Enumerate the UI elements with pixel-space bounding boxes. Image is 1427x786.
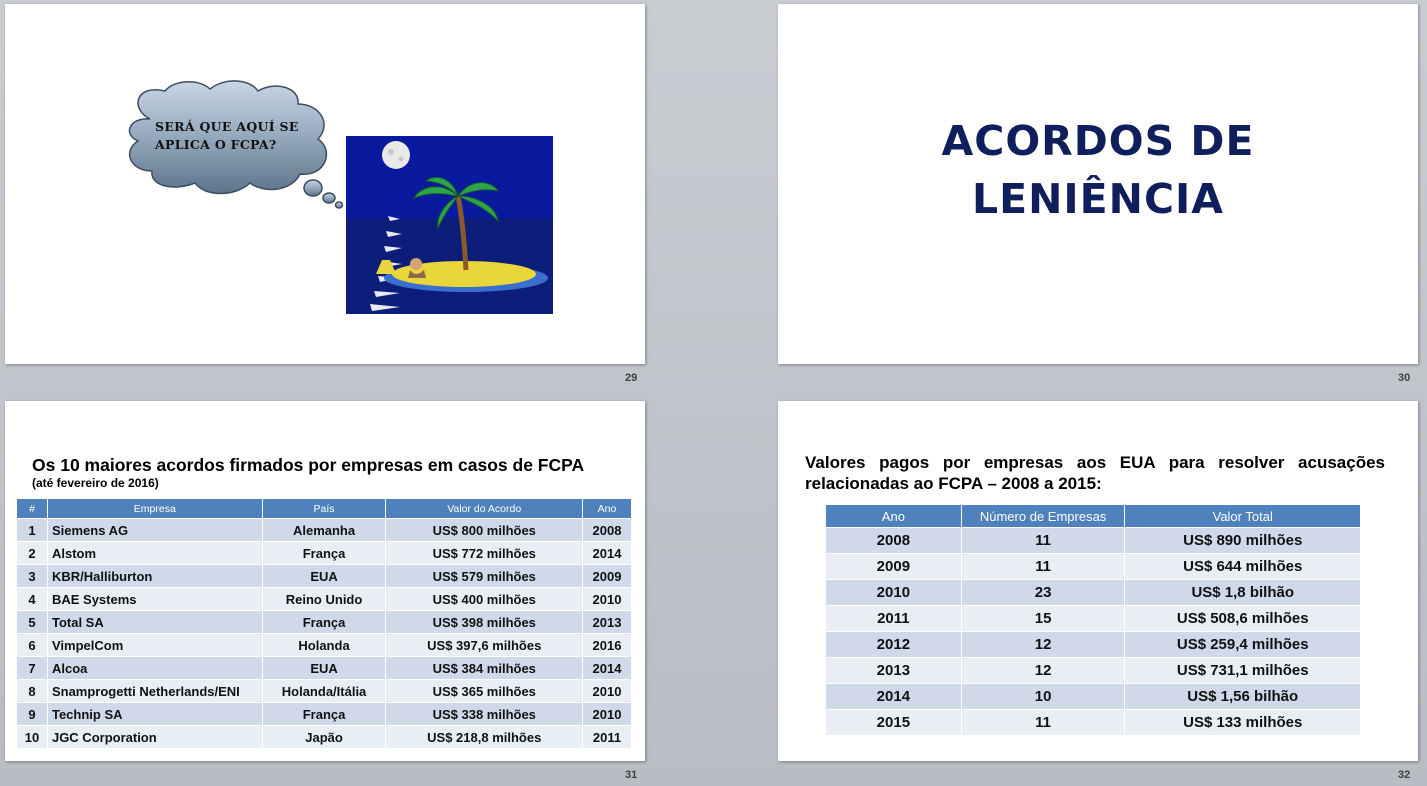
table-row bbox=[826, 606, 1361, 632]
table-row bbox=[826, 528, 1361, 554]
slide-number-29: 29 bbox=[625, 372, 638, 384]
table-row bbox=[826, 658, 1361, 684]
table-cell: US$ 508,6 milhões bbox=[1125, 606, 1361, 632]
column-header: País bbox=[262, 499, 386, 519]
table-row bbox=[17, 611, 632, 634]
table-row bbox=[17, 565, 632, 588]
table-row bbox=[17, 680, 632, 703]
fcpa-yearly-table bbox=[825, 504, 1361, 736]
table-cell: França bbox=[262, 611, 386, 634]
table-cell: 2010 bbox=[583, 680, 632, 703]
table-cell: 2008 bbox=[826, 528, 962, 554]
thought-bubble-text bbox=[155, 118, 315, 154]
table-cell: US$ 398 milhões bbox=[386, 611, 583, 634]
column-header: Empresa bbox=[47, 499, 262, 519]
table-row bbox=[17, 657, 632, 680]
table-cell: 3 bbox=[17, 565, 48, 588]
slide-30-thumbnail[interactable] bbox=[778, 4, 1418, 364]
table-cell: EUA bbox=[262, 565, 386, 588]
table-cell: 2008 bbox=[583, 519, 632, 542]
table-cell: US$ 890 milhões bbox=[1125, 528, 1361, 554]
fcpa-top10-table bbox=[16, 498, 632, 749]
table-row bbox=[826, 554, 1361, 580]
table-row bbox=[17, 634, 632, 657]
table-cell: JGC Corporation bbox=[47, 726, 262, 749]
table-cell: 2 bbox=[17, 542, 48, 565]
table-cell: US$ 218,8 milhões bbox=[386, 726, 583, 749]
table-cell: US$ 800 milhões bbox=[386, 519, 583, 542]
slide-number-30: 30 bbox=[1398, 372, 1411, 384]
column-header: # bbox=[17, 499, 48, 519]
column-header: Ano bbox=[826, 505, 962, 528]
table-cell: 2009 bbox=[826, 554, 962, 580]
slide-title: Os 10 maiores acordos firmados por empresas em casos de FCPA bbox=[32, 455, 585, 475]
table-cell: 2010 bbox=[826, 580, 962, 606]
column-header: Valor Total bbox=[1125, 505, 1361, 528]
table-cell: 4 bbox=[17, 588, 48, 611]
column-header: Valor do Acordo bbox=[386, 499, 583, 519]
table-cell: 23 bbox=[961, 580, 1125, 606]
table-cell: 2013 bbox=[826, 658, 962, 684]
table-cell: Japão bbox=[262, 726, 386, 749]
table-cell: Alemanha bbox=[262, 519, 386, 542]
table-cell: 2010 bbox=[583, 703, 632, 726]
table-cell: 10 bbox=[17, 726, 48, 749]
table-cell: 2016 bbox=[583, 634, 632, 657]
table-cell: 8 bbox=[17, 680, 48, 703]
table-cell: 12 bbox=[961, 658, 1125, 684]
table-cell: Technip SA bbox=[47, 703, 262, 726]
table-cell: 11 bbox=[961, 554, 1125, 580]
table-cell: 2014 bbox=[583, 542, 632, 565]
table-row bbox=[826, 710, 1361, 736]
table-cell: 9 bbox=[17, 703, 48, 726]
title-line-1: ACORDOS DE bbox=[941, 117, 1255, 165]
slide-title: Valores pagos por empresas aos EUA para resolver acusações relacionadas ao FCPA – 2008 a 2015: bbox=[805, 453, 1385, 493]
table-cell: US$ 365 milhões bbox=[386, 680, 583, 703]
table-cell: US$ 338 milhões bbox=[386, 703, 583, 726]
table-cell: US$ 772 milhões bbox=[386, 542, 583, 565]
title-line-2: LENIÊNCIA bbox=[971, 175, 1225, 223]
table-cell: Alcoa bbox=[47, 657, 262, 680]
table-cell: US$ 644 milhões bbox=[1125, 554, 1361, 580]
table-cell: Reino Unido bbox=[262, 588, 386, 611]
table-cell: 11 bbox=[961, 710, 1125, 736]
table-cell: Total SA bbox=[47, 611, 262, 634]
table-cell: EUA bbox=[262, 657, 386, 680]
table-row bbox=[17, 703, 632, 726]
table-cell: 2009 bbox=[583, 565, 632, 588]
table-cell: Holanda/Itália bbox=[262, 680, 386, 703]
table-cell: US$ 1,8 bilhão bbox=[1125, 580, 1361, 606]
table-cell: França bbox=[262, 542, 386, 565]
table-cell: BAE Systems bbox=[47, 588, 262, 611]
table-cell: 2011 bbox=[583, 726, 632, 749]
column-header: Número de Empresas bbox=[961, 505, 1125, 528]
table-cell: 2010 bbox=[583, 588, 632, 611]
table-cell: VimpelCom bbox=[47, 634, 262, 657]
column-header: Ano bbox=[583, 499, 632, 519]
table-row bbox=[826, 632, 1361, 658]
table-cell: US$ 384 milhões bbox=[386, 657, 583, 680]
slide-32-thumbnail[interactable] bbox=[778, 401, 1418, 761]
slide-29-thumbnail[interactable] bbox=[5, 4, 645, 364]
slide-number-32: 32 bbox=[1398, 769, 1411, 781]
table-cell: Snamprogetti Netherlands/ENI bbox=[47, 680, 262, 703]
table-cell: US$ 579 milhões bbox=[386, 565, 583, 588]
slide-title bbox=[778, 112, 1418, 228]
table-cell: US$ 731,1 milhões bbox=[1125, 658, 1361, 684]
table-cell: KBR/Halliburton bbox=[47, 565, 262, 588]
table-row bbox=[826, 580, 1361, 606]
desert-island-clipart bbox=[346, 136, 553, 314]
table-cell: 12 bbox=[961, 632, 1125, 658]
table-cell: 10 bbox=[961, 684, 1125, 710]
thought-line-2: APLICA O FCPA? bbox=[155, 137, 277, 152]
table-cell: Alstom bbox=[47, 542, 262, 565]
table-cell: 2014 bbox=[583, 657, 632, 680]
table-cell: 2013 bbox=[583, 611, 632, 634]
table-cell: 5 bbox=[17, 611, 48, 634]
table-cell: Siemens AG bbox=[47, 519, 262, 542]
table-cell: US$ 400 milhões bbox=[386, 588, 583, 611]
table-cell: 2012 bbox=[826, 632, 962, 658]
table-cell: 7 bbox=[17, 657, 48, 680]
table-cell: US$ 1,56 bilhão bbox=[1125, 684, 1361, 710]
table-cell: 2015 bbox=[826, 710, 962, 736]
table-cell: 6 bbox=[17, 634, 48, 657]
table-row bbox=[17, 588, 632, 611]
table-cell: França bbox=[262, 703, 386, 726]
table-row bbox=[17, 726, 632, 749]
table-cell: Holanda bbox=[262, 634, 386, 657]
table-cell: 2014 bbox=[826, 684, 962, 710]
table-cell: 1 bbox=[17, 519, 48, 542]
table-row bbox=[826, 684, 1361, 710]
table-cell: 2011 bbox=[826, 606, 962, 632]
table-row bbox=[17, 542, 632, 565]
table-cell: 15 bbox=[961, 606, 1125, 632]
table-cell: US$ 397,6 milhões bbox=[386, 634, 583, 657]
thought-line-1: SERÁ QUE AQUÍ SE bbox=[155, 119, 299, 134]
table-cell: 11 bbox=[961, 528, 1125, 554]
table-row bbox=[17, 519, 632, 542]
slide-subtitle: (até fevereiro de 2016) bbox=[32, 476, 159, 490]
slide-31-thumbnail[interactable] bbox=[5, 401, 645, 761]
table-cell: US$ 133 milhões bbox=[1125, 710, 1361, 736]
table-cell: US$ 259,4 milhões bbox=[1125, 632, 1361, 658]
slide-number-31: 31 bbox=[625, 769, 638, 781]
